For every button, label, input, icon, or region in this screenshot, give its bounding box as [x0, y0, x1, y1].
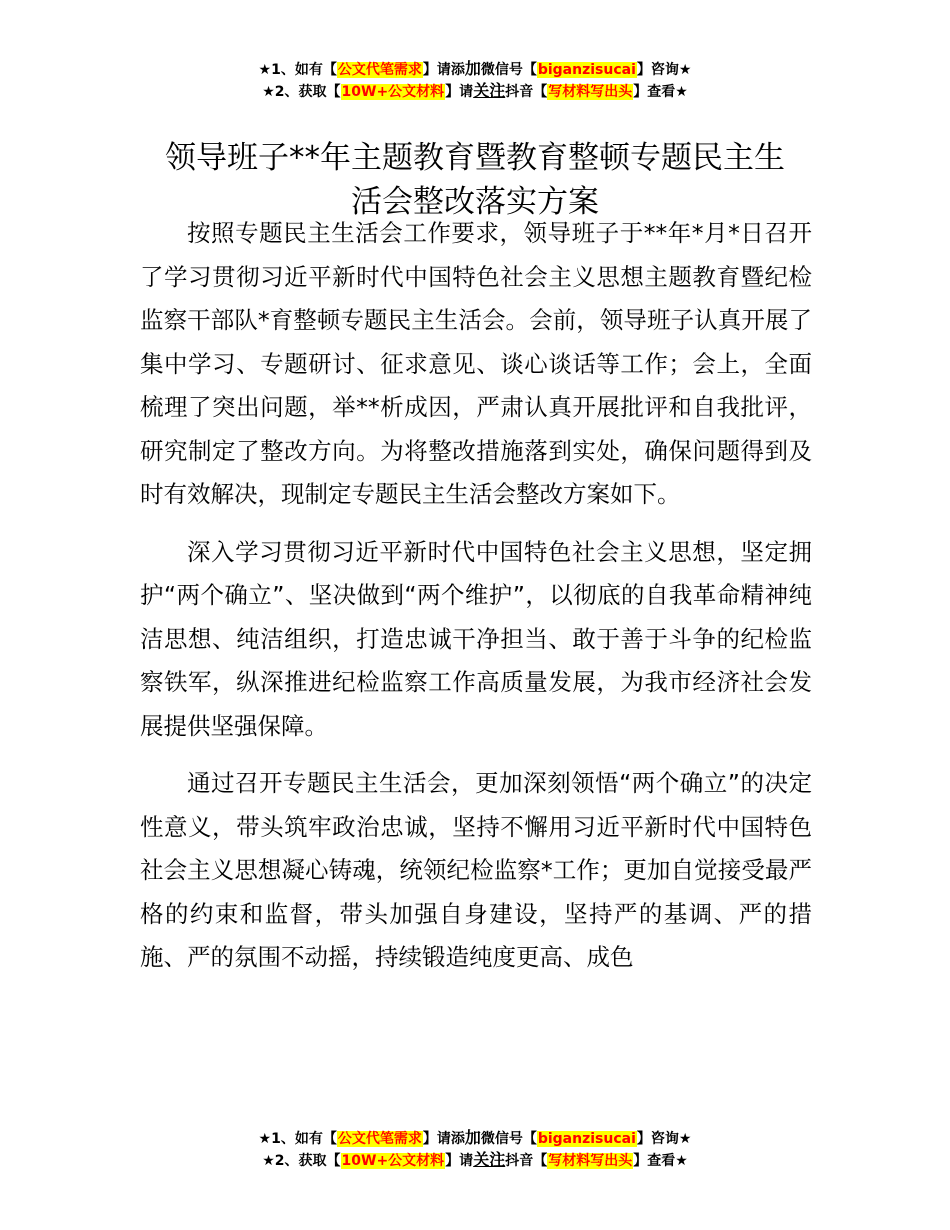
- promo-line-1: [0, 1127, 950, 1149]
- promo-text: 微信号【: [480, 62, 537, 78]
- promo-text: 抖音【: [505, 84, 548, 100]
- promo-highlight: biganzisucai: [537, 62, 636, 78]
- paragraph-intro: 按照专题民主生活会工作要求，领导班子于**年*月*日召开了学习贯彻习近平新时代中国特色社会主义思想主题教育暨纪检监察干部队*育整顿专题民主生活会。会前，领导班子认真开展了集中学习、专题研讨、征求意见、谈心谈话等工作；会上，全面梳理了突出问题，举**析成因，严肃认真开展批评和自我批评，研究制定了整改方向。为将整改措施落到实处，确保问题得到及时有效解决，现制定专题民主生活会整改方案如下。: [140, 219, 812, 508]
- title-line-1: 领导班子**年主题教育暨教育整顿专题民主生: [165, 139, 785, 176]
- promo-text: 】请: [445, 84, 474, 100]
- promo-line-2: [0, 80, 950, 102]
- promo-text: 微信号【: [480, 1131, 537, 1147]
- promo-line-2: [0, 1149, 950, 1171]
- promo-text: ★1、如有【: [258, 1131, 337, 1147]
- promo-text: 】请添: [422, 62, 465, 78]
- promo-text: 】查看★: [633, 84, 688, 100]
- promo-emphasis: 关注: [473, 81, 506, 100]
- promo-emphasis: 加: [464, 1128, 481, 1147]
- promo-highlight: 写材料写出头: [548, 1153, 633, 1169]
- promo-banner-top: [0, 58, 950, 102]
- promo-line-1: [0, 58, 950, 80]
- promo-highlight: biganzisucai: [537, 1131, 636, 1147]
- promo-highlight: 公文代笔需求: [337, 62, 422, 78]
- promo-emphasis: 关注: [473, 1150, 506, 1169]
- promo-highlight: 写材料写出头: [548, 84, 633, 100]
- promo-text: ★1、如有【: [258, 62, 337, 78]
- promo-text: 】请添: [422, 1131, 465, 1147]
- paragraph-goals: 通过召开专题民主生活会，更加深刻领悟“两个确立”的决定性意义，带头筑牢政治忠诚，坚持不懈用习近平新时代中国特色社会主义思想凝心铸魂，统领纪检监察*工作；更加自觉接受最严格的约束和监督，带头加强自身建设，坚持严的基调、严的措施、严的氛围不动摇，持续锻造纯度更高、成色: [140, 769, 812, 971]
- promo-text: 抖音【: [505, 1153, 548, 1169]
- promo-text: 】咨询★: [636, 62, 692, 78]
- promo-highlight: 10W+公文材料: [341, 84, 445, 100]
- document-body: [140, 212, 812, 994]
- promo-emphasis: 加: [464, 59, 481, 78]
- promo-text: 】咨询★: [636, 1131, 692, 1147]
- title-line-2: 活会整改落实方案: [351, 183, 599, 220]
- promo-text: ★2、获取【: [262, 1153, 341, 1169]
- promo-banner-bottom: [0, 1127, 950, 1171]
- promo-highlight: 公文代笔需求: [337, 1131, 422, 1147]
- promo-highlight: 10W+公文材料: [341, 1153, 445, 1169]
- promo-text: 】查看★: [633, 1153, 688, 1169]
- paragraph-guiding-thought: 深入学习贯彻习近平新时代中国特色社会主义思想，坚定拥护“两个确立”、坚决做到“两个维护”，以彻底的自我革命精神纯洁思想、纯洁组织，打造忠诚干净担当、敢于善于斗争的纪检监察铁军，纵深推进纪检监察工作高质量发展，为我市经济社会发展提供坚强保障。: [140, 537, 812, 740]
- document-title: [60, 136, 890, 224]
- promo-text: ★2、获取【: [262, 84, 341, 100]
- promo-text: 】请: [445, 1153, 474, 1169]
